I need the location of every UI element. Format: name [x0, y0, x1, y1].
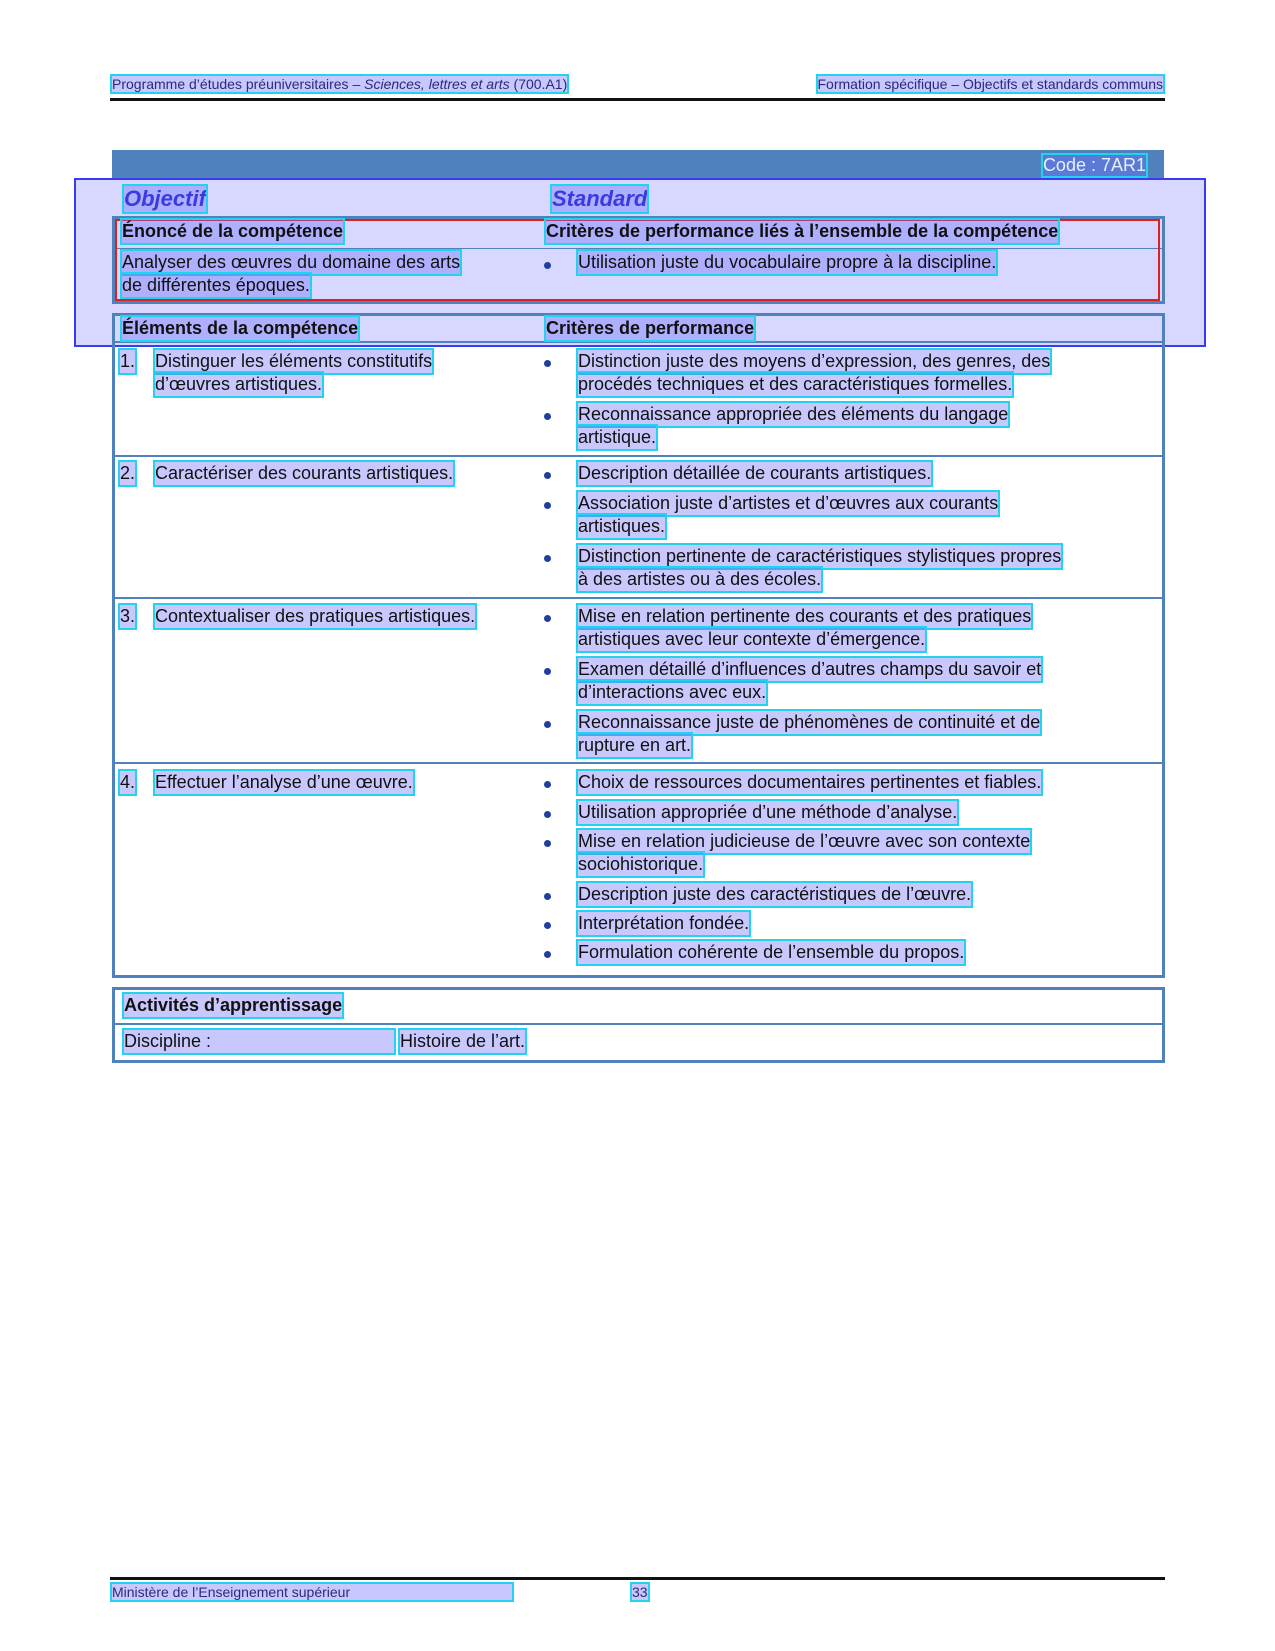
- header-program-prefix: Programme d’études préuniversitaires –: [112, 76, 365, 92]
- enonce-text-line1: Analyser des œuvres du domaine des arts: [122, 252, 461, 272]
- discipline-label: Discipline :: [124, 1030, 394, 1053]
- element-text-line2: d’œuvres artistiques.: [155, 374, 323, 394]
- bullet-icon: [544, 721, 551, 728]
- bullet-icon: [544, 951, 551, 958]
- bullet-icon: [544, 555, 551, 562]
- criterion-text: Reconnaissance juste de phénomènes de continuité et de: [578, 712, 1041, 732]
- page-footer: [110, 1577, 1165, 1600]
- activities-heading: Activités d’apprentissage: [124, 995, 343, 1015]
- row-divider: [112, 597, 1165, 599]
- criterion-text: Distinction juste des moyens d’expression, des genres, des: [578, 351, 1051, 371]
- objectif-title: Objectif: [124, 186, 206, 211]
- bullet-icon: [544, 811, 551, 818]
- footer-ministry: Ministère de l’Enseignement supérieur: [112, 1584, 512, 1600]
- page-number: 33: [632, 1584, 648, 1600]
- criterion-text: d’interactions avec eux.: [578, 682, 767, 702]
- element-number: 2.: [120, 463, 136, 483]
- criterion-text: Formulation cohérente de l’ensemble du propos.: [578, 942, 965, 962]
- criterion-text: artistiques.: [578, 516, 666, 536]
- criterion-text: Examen détaillé d’influences d’autres champs du savoir et: [578, 659, 1042, 679]
- header-section: Formation spécifique – Objectifs et standards communs: [817, 76, 1163, 92]
- bullet-icon: [544, 840, 551, 847]
- criterion-text: artistiques avec leur contexte d’émergence.: [578, 629, 926, 649]
- criterion-text: Description détaillée de courants artistiques.: [578, 463, 932, 483]
- bullet-icon: [544, 922, 551, 929]
- discipline-value: Histoire de l’art.: [400, 1031, 526, 1051]
- enonce-criteria-heading: Critères de performance liés à l’ensemble de la compétence: [546, 221, 1059, 241]
- bullet-icon: [544, 781, 551, 788]
- criterion-text: rupture en art.: [578, 735, 692, 755]
- enonce-text-line2: de différentes époques.: [122, 275, 310, 295]
- bullet-icon: [544, 360, 551, 367]
- criterion-text: Mise en relation pertinente des courants et des pratiques: [578, 606, 1032, 626]
- header-program-code: (700.A1): [509, 76, 568, 92]
- elements-header-divider: [112, 341, 1165, 343]
- criterion-text: artistique.: [578, 427, 657, 447]
- criterion-text: sociohistorique.: [578, 854, 704, 874]
- criterion-text: Utilisation appropriée d’une méthode d’analyse.: [578, 802, 958, 822]
- bullet-icon: [544, 893, 551, 900]
- bullet-icon: [544, 413, 551, 420]
- criterion-text: Choix de ressources documentaires pertinentes et fiables.: [578, 772, 1042, 792]
- criterion-text: Distinction pertinente de caractéristiques stylistiques propres: [578, 546, 1062, 566]
- criteria-heading: Critères de performance: [546, 318, 755, 338]
- enonce-heading: Énoncé de la compétence: [122, 221, 344, 241]
- bullet-icon: [544, 262, 551, 269]
- criterion-text: Reconnaissance appropriée des éléments du langage: [578, 404, 1009, 424]
- element-number: 3.: [120, 606, 136, 626]
- element-number: 4.: [120, 772, 136, 792]
- element-text-line1: Effectuer l’analyse d’une œuvre.: [155, 772, 413, 792]
- row-divider: [112, 455, 1165, 457]
- code-bar: [112, 150, 1164, 180]
- bullet-icon: [544, 472, 551, 479]
- enonce-criterion: Utilisation juste du vocabulaire propre à la discipline.: [578, 252, 997, 272]
- criterion-text: procédés techniques et des caractéristiques formelles.: [578, 374, 1013, 394]
- elements-heading: Éléments de la compétence: [122, 318, 359, 338]
- element-text-line1: Caractériser des courants artistiques.: [155, 463, 454, 483]
- standard-title: Standard: [552, 186, 648, 211]
- bullet-icon: [544, 502, 551, 509]
- bullet-icon: [544, 615, 551, 622]
- bullet-icon: [544, 668, 551, 675]
- criterion-text: Association juste d’artistes et d’œuvres aux courants: [578, 493, 999, 513]
- criterion-text: Description juste des caractéristiques de l’œuvre.: [578, 884, 972, 904]
- page-header: [110, 76, 1165, 101]
- criterion-text: à des artistes ou à des écoles.: [578, 569, 822, 589]
- header-program: [112, 76, 567, 92]
- element-number: 1.: [120, 351, 136, 371]
- activities-divider: [115, 1023, 1162, 1025]
- criterion-text: Interprétation fondée.: [578, 913, 750, 933]
- row-divider: [112, 762, 1165, 764]
- criterion-text: Mise en relation judicieuse de l’œuvre avec son contexte: [578, 831, 1031, 851]
- competency-code: Code : 7AR1: [1042, 155, 1146, 175]
- element-text-line1: Contextualiser des pratiques artistiques.: [155, 606, 476, 626]
- header-program-title: Sciences, lettres et arts: [364, 76, 510, 92]
- element-text-line1: Distinguer les éléments constitutifs: [155, 351, 433, 371]
